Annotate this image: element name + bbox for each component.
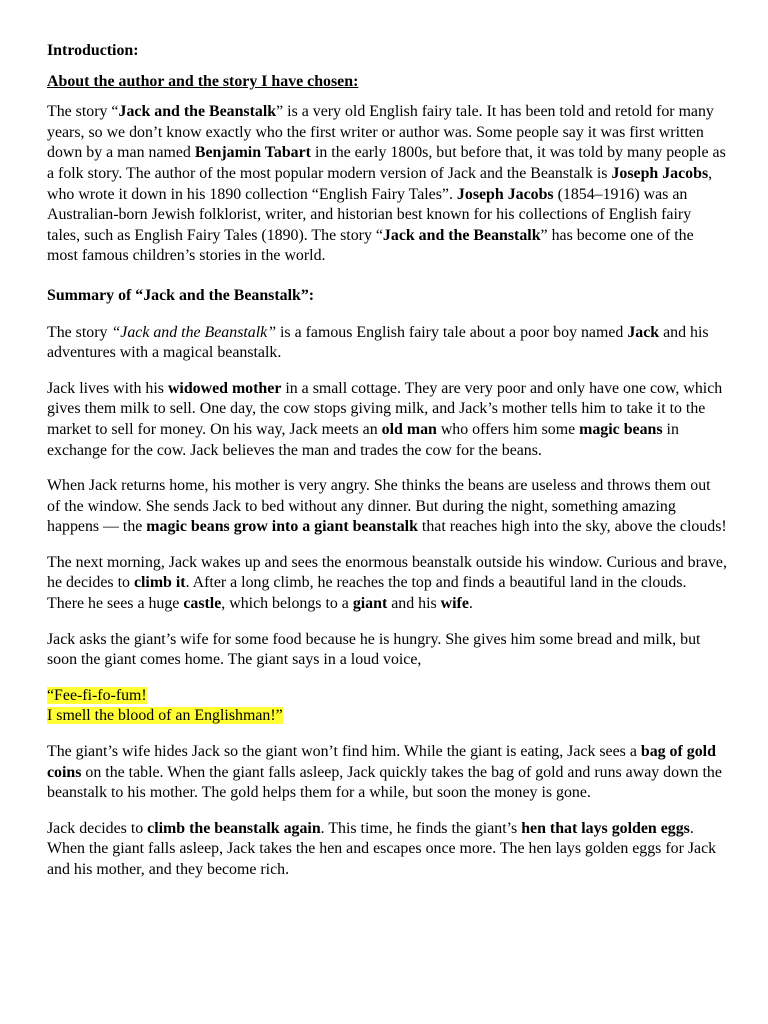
text-run: (1854–1916) was an Australian-born Jewish folklorist, writer, and historian best known for his collections of English fairy tales, such as English Fairy Tales (1890). The story “ — [47, 185, 692, 244]
bold-text: wife — [440, 595, 469, 613]
text-run: in exchange for the cow. Jack believes the man and trades the cow for the beans. — [47, 420, 679, 459]
bold-text: Benjamin Tabart — [194, 144, 311, 162]
bold-text: Joseph Jacobs — [611, 164, 709, 182]
text-run: , which belongs to a — [221, 595, 353, 613]
text-run: who offers him some — [436, 420, 580, 438]
text-run: . This time, he finds the giant’s — [320, 819, 522, 837]
summary-heading: Summary of “Jack and the Beanstalk”: — [47, 286, 315, 304]
text-run: When Jack returns home, his mother is very angry. She thinks the beans are useless and throws them out of the window. She sends Jack to bed without any dinner. But during the night, something amazing happens — the — [47, 477, 711, 536]
document-page — [47, 41, 727, 881]
summary-paragraph-5 — [47, 630, 727, 671]
bold-text: castle — [183, 595, 222, 613]
summary-paragraph-1 — [47, 323, 727, 364]
quote-line-1: “Fee-fi-fo-fum! — [47, 686, 147, 704]
text-run: . — [468, 595, 473, 613]
bold-text: widowed mother — [167, 379, 282, 397]
intro-heading: Introduction: — [47, 42, 139, 59]
bold-text: Jack and the Beanstalk — [118, 103, 277, 121]
text-run: . After a long climb, he reaches the top and finds a beautiful land in the clouds. There he sees a huge — [47, 574, 687, 613]
summary-paragraph-6 — [47, 742, 727, 804]
bold-text: old man — [381, 420, 437, 438]
giant-quote — [47, 686, 727, 727]
bold-text: magic beans grow into a giant beanstalk — [146, 518, 418, 536]
summary-paragraph-3 — [47, 476, 727, 538]
text-run: ” has become one of the most famous children’s stories in the world. — [47, 226, 694, 265]
text-run: Jack asks the giant’s wife for some food because he is hungry. She gives him some bread and milk, but soon the giant comes home. The giant says in a loud voice, — [47, 630, 701, 669]
text-run: Jack lives with his — [47, 379, 168, 397]
quote-line-2: I smell the blood of an Englishman!” — [47, 707, 283, 725]
bold-text: bag of gold coins — [47, 743, 716, 781]
text-run: in a small cottage. They are very poor and only have one cow, which gives them milk to sell. One day, the cow stops giving milk, and Jack’s mother tells him to take it to the market to sell for money. On his way, Jack meets an — [47, 379, 723, 438]
text-run: Jack decides to — [47, 819, 148, 837]
text-run: The story — [47, 323, 112, 341]
bold-text: Jack and the Beanstalk — [382, 226, 541, 244]
bold-text: Joseph Jacobs — [456, 185, 554, 203]
author-heading: About the author and the story I have chosen: — [47, 72, 359, 90]
text-run: , who wrote it down in his 1890 collection “English Fairy Tales”. — [47, 164, 713, 203]
bold-text: climb the beanstalk again — [147, 819, 321, 837]
bold-text: giant — [352, 595, 388, 613]
text-run: The next morning, Jack wakes up and sees the enormous beanstalk outside his window. Curious and brave, he decides to — [47, 553, 727, 592]
summary-paragraph-2 — [47, 379, 727, 461]
text-run: on the table. When the giant falls asleep, Jack quickly takes the bag of gold and runs away down the beanstalk to his mother. The gold helps them for a while, but soon the money is gone. — [47, 763, 722, 802]
author-paragraph — [47, 102, 727, 267]
text-run: is a famous English fairy tale about a poor boy named — [276, 323, 628, 341]
summary-paragraph-7 — [47, 819, 727, 881]
bold-text: Jack — [627, 323, 660, 341]
italic-text: “Jack and the Beanstalk” — [111, 323, 277, 341]
text-run: ” is a very old English fairy tale. It has been told and retold for many years, so we don’t know exactly who the first writer or author was. Some people say it was first written down by a man named — [47, 103, 714, 162]
summary-paragraph-4 — [47, 553, 727, 615]
text-run: and his adventures with a magical beanstalk. — [47, 323, 709, 362]
text-run: The story “ — [47, 103, 119, 121]
text-run: that reaches high into the sky, above the clouds! — [417, 518, 727, 536]
bold-text: magic beans — [579, 420, 663, 438]
text-run: and his — [387, 595, 441, 613]
text-run: . When the giant falls asleep, Jack takes the hen and escapes once more. The hen lays golden eggs for Jack and his mother, and they become rich. — [47, 819, 717, 878]
bold-text: hen that lays golden eggs — [521, 819, 690, 837]
text-run: in the early 1800s, but before that, it was told by many people as a folk story. The author of the most popular modern version of Jack and the Beanstalk is — [47, 144, 726, 182]
text-run: The giant’s wife hides Jack so the giant won’t find him. While the giant is eating, Jack sees a — [47, 743, 641, 761]
bold-text: climb it — [133, 574, 186, 592]
